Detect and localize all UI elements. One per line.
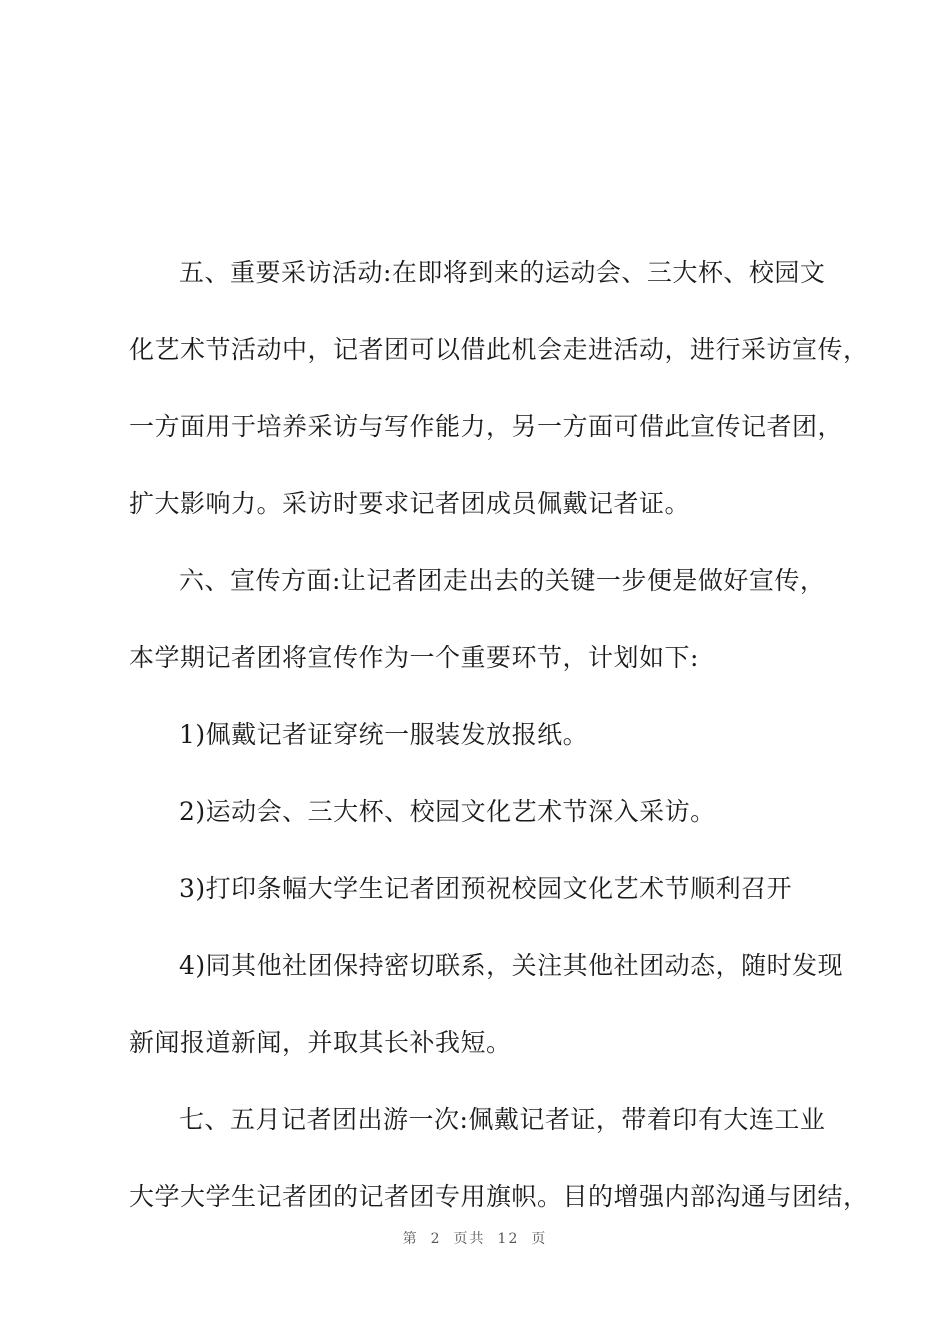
list-item: 3)打印条幅大学生记者团预祝校园文化艺术节顺利召开	[179, 874, 793, 903]
paragraph-line: 七、五月记者团出游一次:佩戴记者证，带着印有大连工业	[179, 1105, 826, 1134]
footer-page-number: 2	[430, 1231, 442, 1247]
list-item: 2)运动会、三大杯、校园文化艺术节深入采访。	[179, 797, 716, 826]
document-body	[129, 250, 869, 1251]
footer-suffix: 页	[531, 1231, 548, 1247]
list-item: 4)同其他社团保持密切联系，关注其他社团动态，随时发现	[179, 951, 844, 980]
paragraph-line: 大学大学生记者团的记者团专用旗帜。目的增强内部沟通与团结，	[129, 1182, 869, 1211]
footer-prefix: 第	[402, 1231, 419, 1247]
page-footer	[0, 1228, 950, 1248]
paragraph-line: 扩大影响力。采访时要求记者团成员佩戴记者证。	[129, 489, 691, 518]
paragraph-line: 新闻报道新闻，并取其长补我短。	[129, 1028, 512, 1057]
list-item: 1)佩戴记者证穿统一服装发放报纸。	[179, 720, 589, 749]
paragraph-line: 一方面用于培养采访与写作能力，另一方面可借此宣传记者团，	[129, 412, 844, 441]
footer-middle: 页共	[453, 1231, 486, 1247]
paragraph-line: 本学期记者团将宣传作为一个重要环节，计划如下:	[129, 643, 699, 672]
footer-total-pages: 12	[497, 1231, 520, 1247]
paragraph-line: 五、重要采访活动:在即将到来的运动会、三大杯、校园文	[179, 258, 826, 287]
paragraph-line: 六、宣传方面:让记者团走出去的关键一步便是做好宣传，	[179, 566, 826, 595]
paragraph-line: 化艺术节活动中，记者团可以借此机会走进活动，进行采访宣传，	[129, 335, 869, 364]
